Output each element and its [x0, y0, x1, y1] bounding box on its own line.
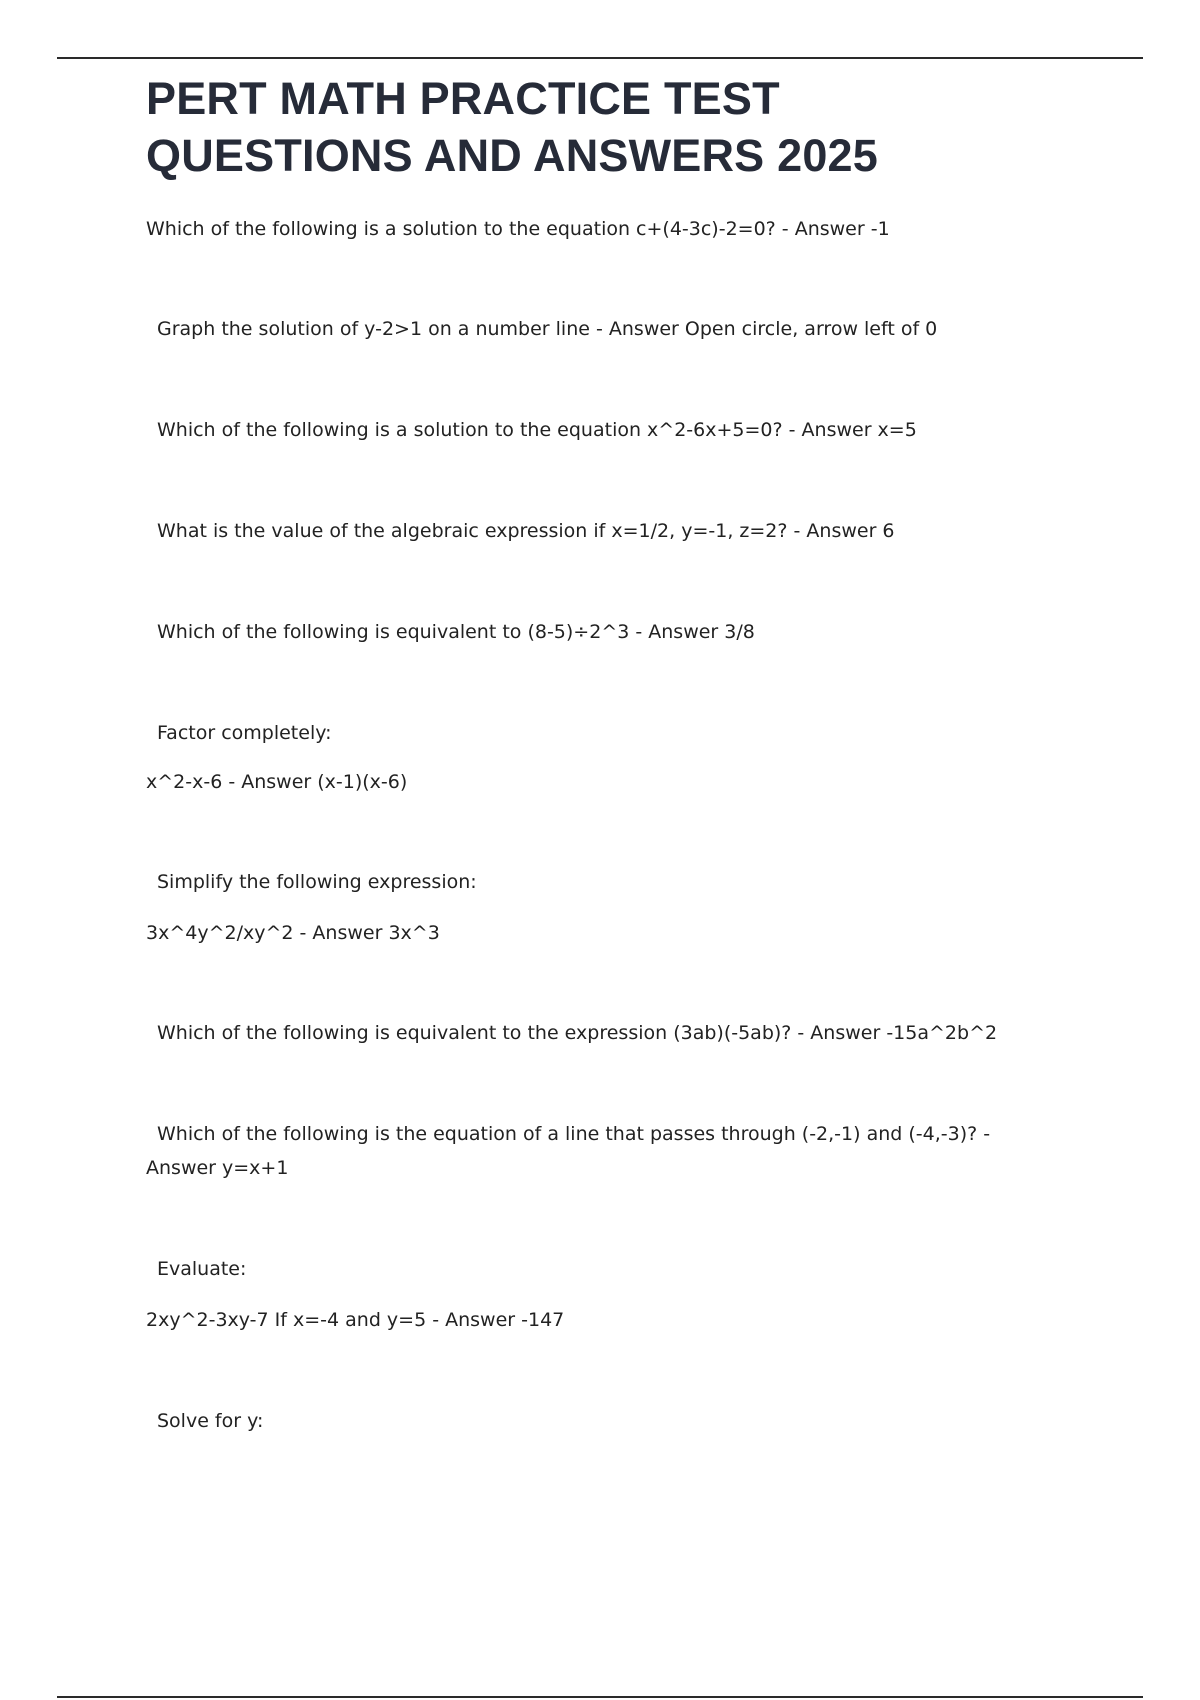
qa-line-6: Factor completely:: [157, 722, 332, 744]
qa-line-11: Which of the following is the equation of a line that passes through (-2,-1) and (-4,-3)? -: [157, 1123, 991, 1145]
qa-line-15: Solve for y:: [157, 1410, 264, 1432]
qa-line-2: Graph the solution of y-2>1 on a number line - Answer Open circle, arrow left of 0: [157, 318, 938, 340]
bottom-divider: [57, 1696, 1143, 1698]
qa-line-8: Simplify the following expression:: [157, 871, 477, 893]
qa-line-3: Which of the following is a solution to the equation x^2-6x+5=0? - Answer x=5: [157, 419, 917, 441]
qa-line-12: Answer y=x+1: [146, 1157, 289, 1179]
title-line-1: PERT MATH PRACTICE TEST: [146, 73, 780, 124]
qa-line-7: x^2-x-6 - Answer (x-1)(x-6): [146, 771, 408, 793]
qa-line-1: Which of the following is a solution to the equation c+(4-3c)-2=0? - Answer -1: [146, 218, 890, 240]
qa-line-4: What is the value of the algebraic expression if x=1/2, y=-1, z=2? - Answer 6: [157, 520, 895, 542]
qa-line-5: Which of the following is equivalent to (8-5)÷2^3 - Answer 3/8: [157, 621, 755, 643]
page-title: [146, 70, 1106, 184]
title-line-2: QUESTIONS AND ANSWERS 2025: [146, 130, 879, 181]
qa-line-10: Which of the following is equivalent to the expression (3ab)(-5ab)? - Answer -15a^2b^2: [157, 1022, 998, 1044]
qa-line-14: 2xy^2-3xy-7 If x=-4 and y=5 - Answer -147: [146, 1309, 565, 1331]
top-divider: [57, 57, 1143, 59]
qa-line-9: 3x^4y^2/xy^2 - Answer 3x^3: [146, 922, 440, 944]
qa-line-13: Evaluate:: [157, 1258, 247, 1280]
